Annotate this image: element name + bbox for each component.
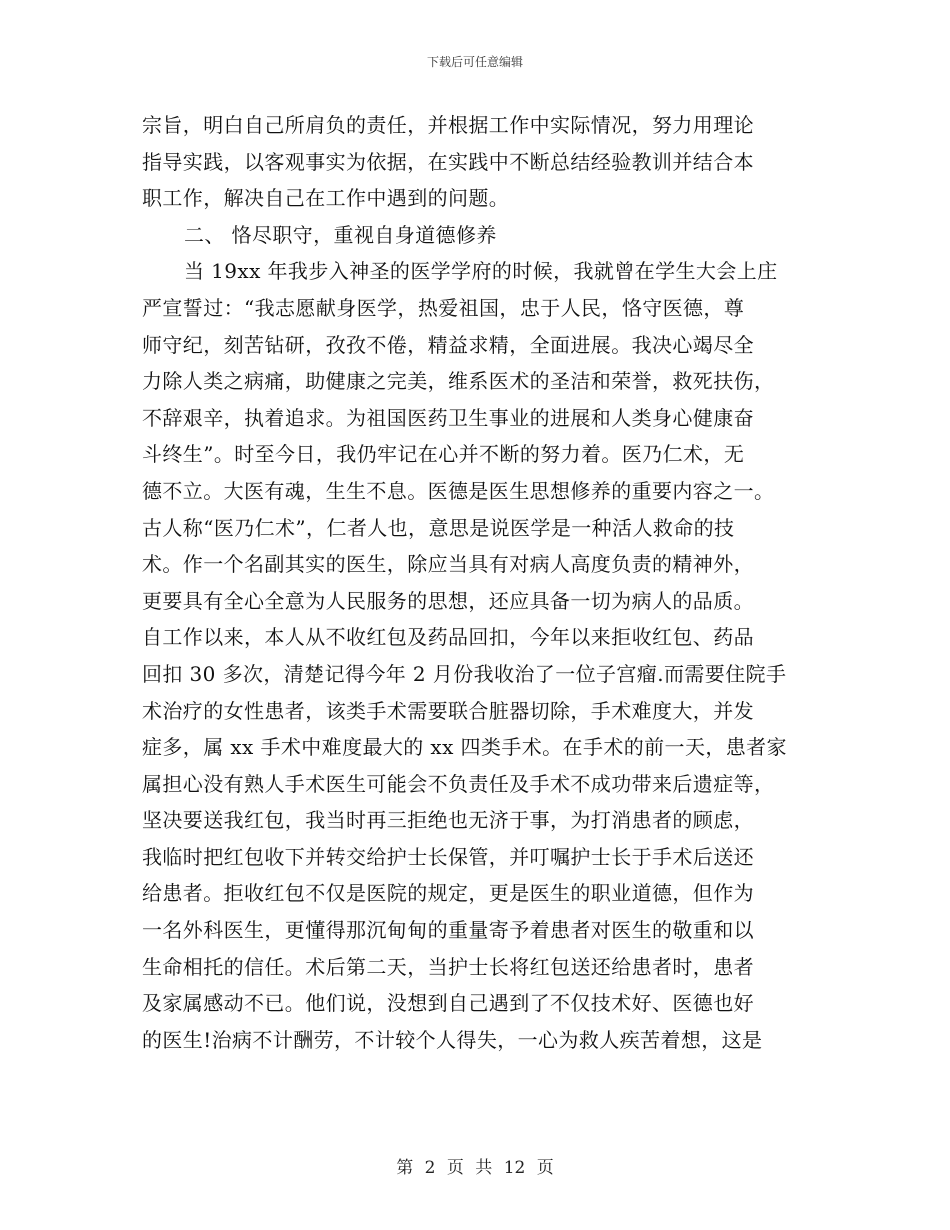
- text-line: 一名外科医生，更懂得那沉甸甸的重量寄予着患者对医生的敬重和以: [142, 918, 754, 943]
- page-header-note: 下载后可任意编辑: [426, 55, 523, 69]
- text-line: 及家属感动不已。他们说，没想到自己遇到了不仅技术好、医德也好: [142, 991, 754, 1016]
- text-line: 自工作以来，本人从不收红包及药品回扣，今年以来拒收红包、药品: [142, 625, 754, 650]
- text-line: 力除人类之病痛，助健康之完美，维系医术的圣洁和荣誉，救死扶伤，: [142, 369, 775, 394]
- text-line: 术。作一个名副其实的医生，除应当具有对病人高度负责的精神外，: [142, 552, 754, 577]
- text-line: 生命相托的信任。术后第二天，当护士长将红包送还给患者时，患者: [142, 954, 754, 979]
- text-line: 严宣誓过：“我志愿献身医学，热爱祖国，忠于人民，恪守医德，尊: [142, 295, 745, 320]
- text-line: 德不立。大医有魂，生生不息。医德是医生思想修养的重要内容之一。: [142, 478, 775, 503]
- text-line: 我临时把红包收下并转交给护士长保管，并叮嘱护士长于手术后送还: [142, 844, 754, 869]
- section-heading: 二、 恪尽职守，重视自身道德修养: [184, 222, 497, 247]
- page-number-footer: 第 2 页 共 12 页: [396, 1158, 554, 1178]
- text-line: 职工作，解决自己在工作中遇到的问题。: [142, 186, 510, 211]
- text-line: 坚决要送我红包，我当时再三拒绝也无济于事，为打消患者的顾虑，: [142, 808, 754, 833]
- text-line: 回扣 30 多次，清楚记得今年 2 月份我收治了一位子宫瘤.而需要住院手: [142, 661, 787, 686]
- text-line: 指导实践，以客观事实为依据，在实践中不断总结经验教训并结合本: [142, 149, 754, 174]
- text-line: 更要具有全心全意为人民服务的思想，还应具备一切为病人的品质。: [142, 588, 754, 613]
- text-line: 宗旨，明白自己所肩负的责任，并根据工作中实际情况，努力用理论: [142, 113, 754, 137]
- text-line: 古人称“医乃仁术”，仁者人也，意思是说医学是一种活人救命的技: [142, 515, 735, 540]
- paragraph-first-line: 当 19xx 年我步入神圣的医学学府的时候，我就曾在学生大会上庄: [184, 259, 778, 284]
- text-line: 给患者。拒收红包不仅是医院的规定，更是医生的职业道德，但作为: [142, 881, 754, 906]
- text-line: 师守纪，刻苦钻研，孜孜不倦，精益求精，全面进展。我决心竭尽全: [142, 332, 754, 357]
- text-line: 属担心没有熟人手术医生可能会不负责任及手术不成功带来后遗症等，: [142, 771, 775, 796]
- document-body: [142, 107, 812, 1058]
- text-line: 斗终生”。时至今日，我仍牢记在心并不断的努力着。医乃仁术，无: [142, 442, 745, 467]
- text-line: 不辞艰辛，执着追求。为祖国医药卫生事业的进展和人类身心健康奋: [142, 405, 754, 430]
- text-line: 术治疗的女性患者，该类手术需要联合脏器切除，手术难度大，并发: [142, 698, 754, 723]
- text-line: 症多，属 xx 手术中难度最大的 xx 四类手术。在手术的前一天，患者家: [142, 735, 787, 760]
- text-line: 的医生!治病不计酬劳，不计较个人得失，一心为救人疾苦着想，这是: [142, 1027, 763, 1052]
